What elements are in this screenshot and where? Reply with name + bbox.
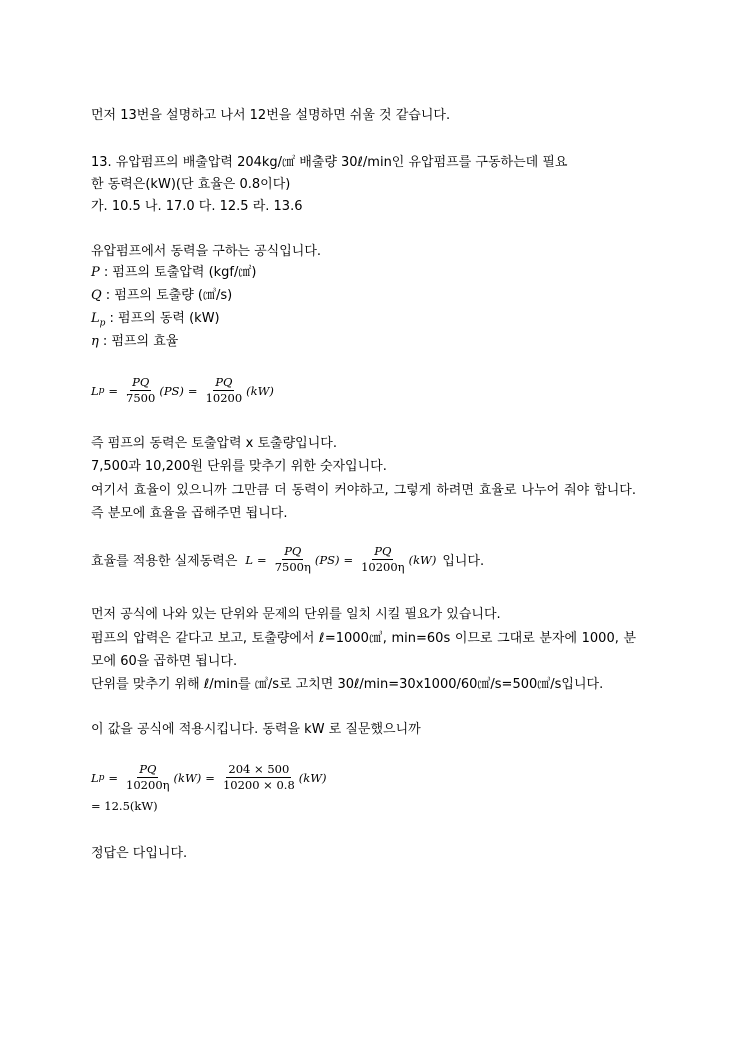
symbol: Q	[91, 288, 102, 303]
formula-intro: 유압펌프에서 동력을 구하는 공식입니다.	[91, 244, 322, 259]
fraction: $\frac{204 \times 500}{10200 \times 0.8}$	[222, 762, 295, 792]
symbol: L	[91, 311, 100, 326]
final-answer: 정답은 다입니다.	[91, 846, 188, 861]
fraction: $\frac{PQ}{10200\eta}$	[361, 544, 405, 574]
paragraph-2-line-1: 먼저 공식에 나와 있는 단위와 문제의 단위를 일치 시킬 필요가 있습니다.	[91, 607, 501, 622]
definition-eta	[91, 331, 178, 358]
definition-text: : 펌프의 토출압력 (kgf/㎠)	[99, 265, 257, 280]
paragraph-2-line-3: 단위를 맞추기 위해 ℓ/min를 ㎤/s로 고치면 30ℓ/min=30x1000/60㎤/s=500㎤/s입니다.	[91, 677, 604, 692]
formula-suffix: 입니다.	[442, 554, 485, 569]
symbol: η	[91, 334, 99, 349]
fraction: $\frac{PQ}{7500}$	[126, 375, 156, 405]
paragraph-2-line-2: 펌프의 압력은 같다고 보고, 토출량에서 ℓ=1000㎤, min=60s 이므로 그대로 분자에 1000, 분모에 60을 곱하면 됩니다.	[91, 631, 636, 669]
definition-text: : 펌프의 동력 (kW)	[105, 311, 220, 326]
fraction: $\frac{PQ}{10200}$	[205, 375, 243, 405]
intro-text: 먼저 13번을 설명하고 나서 12번을 설명하면 쉬울 것 같습니다.	[91, 108, 451, 123]
answer-choices: 가. 10.5 나. 17.0 다. 12.5 라. 13.6	[91, 199, 303, 214]
paragraph-1-line-2: 7,500과 10,200원 단위를 맞추기 위한 숫자입니다.	[91, 459, 387, 474]
question-line-2: 한 동력은(kW)(단 효율은 0.8이다)	[91, 177, 291, 192]
definition-lp: $L_p$ : 펌프의 동력 (kW)	[91, 311, 220, 329]
paragraph-2-line-4: 이 값을 공식에 적용시킵니다. 동력을 kW 로 질문했으니까	[91, 722, 421, 737]
definition-text: : 펌프의 토출량 (㎤/s)	[101, 288, 233, 303]
calculation-result: = 12.5(kW)	[91, 799, 158, 813]
symbol: P	[91, 265, 100, 280]
efficiency-formula: 효율를 적용한 실제동력은 L = $\frac{PQ}{7500\eta}$ (PS) = $\frac{PQ}{10200\eta}$ (kW) 입니다.	[91, 544, 485, 574]
paragraph-1-line-3: 여기서 효율이 있으니까 그만큼 더 동력이 커야하고, 그렇게 하려면 효율로 나누어 줘야 합니다. 즉 분모에 효율을 곱해주면 됩니다.	[91, 483, 636, 521]
calculation-formula: L p = $\frac{PQ}{10200\eta}$ (kW) = $\frac{204 \times 500}{10200 \times 0.8}$ (kW)	[91, 762, 327, 792]
question-line-1: 13. 유압펌프의 배출압력 204kg/㎠ 배출량 30ℓ/min인 유압펌프를 구동하는데 필요	[91, 155, 568, 170]
definition-text: : 펌프의 효율	[98, 334, 179, 349]
fraction: $\frac{PQ}{10200\eta}$	[126, 762, 170, 792]
fraction: $\frac{PQ}{7500\eta}$	[274, 544, 311, 574]
formula-prefix: 효율를 적용한 실제동력은	[91, 554, 238, 569]
paragraph-1-line-1: 즉 펌프의 동력은 토출압력 x 토출량입니다.	[91, 436, 337, 451]
power-formula: L p = $\frac{PQ}{7500}$ (PS) = $\frac{PQ}{10200}$ (kW)	[91, 375, 274, 405]
